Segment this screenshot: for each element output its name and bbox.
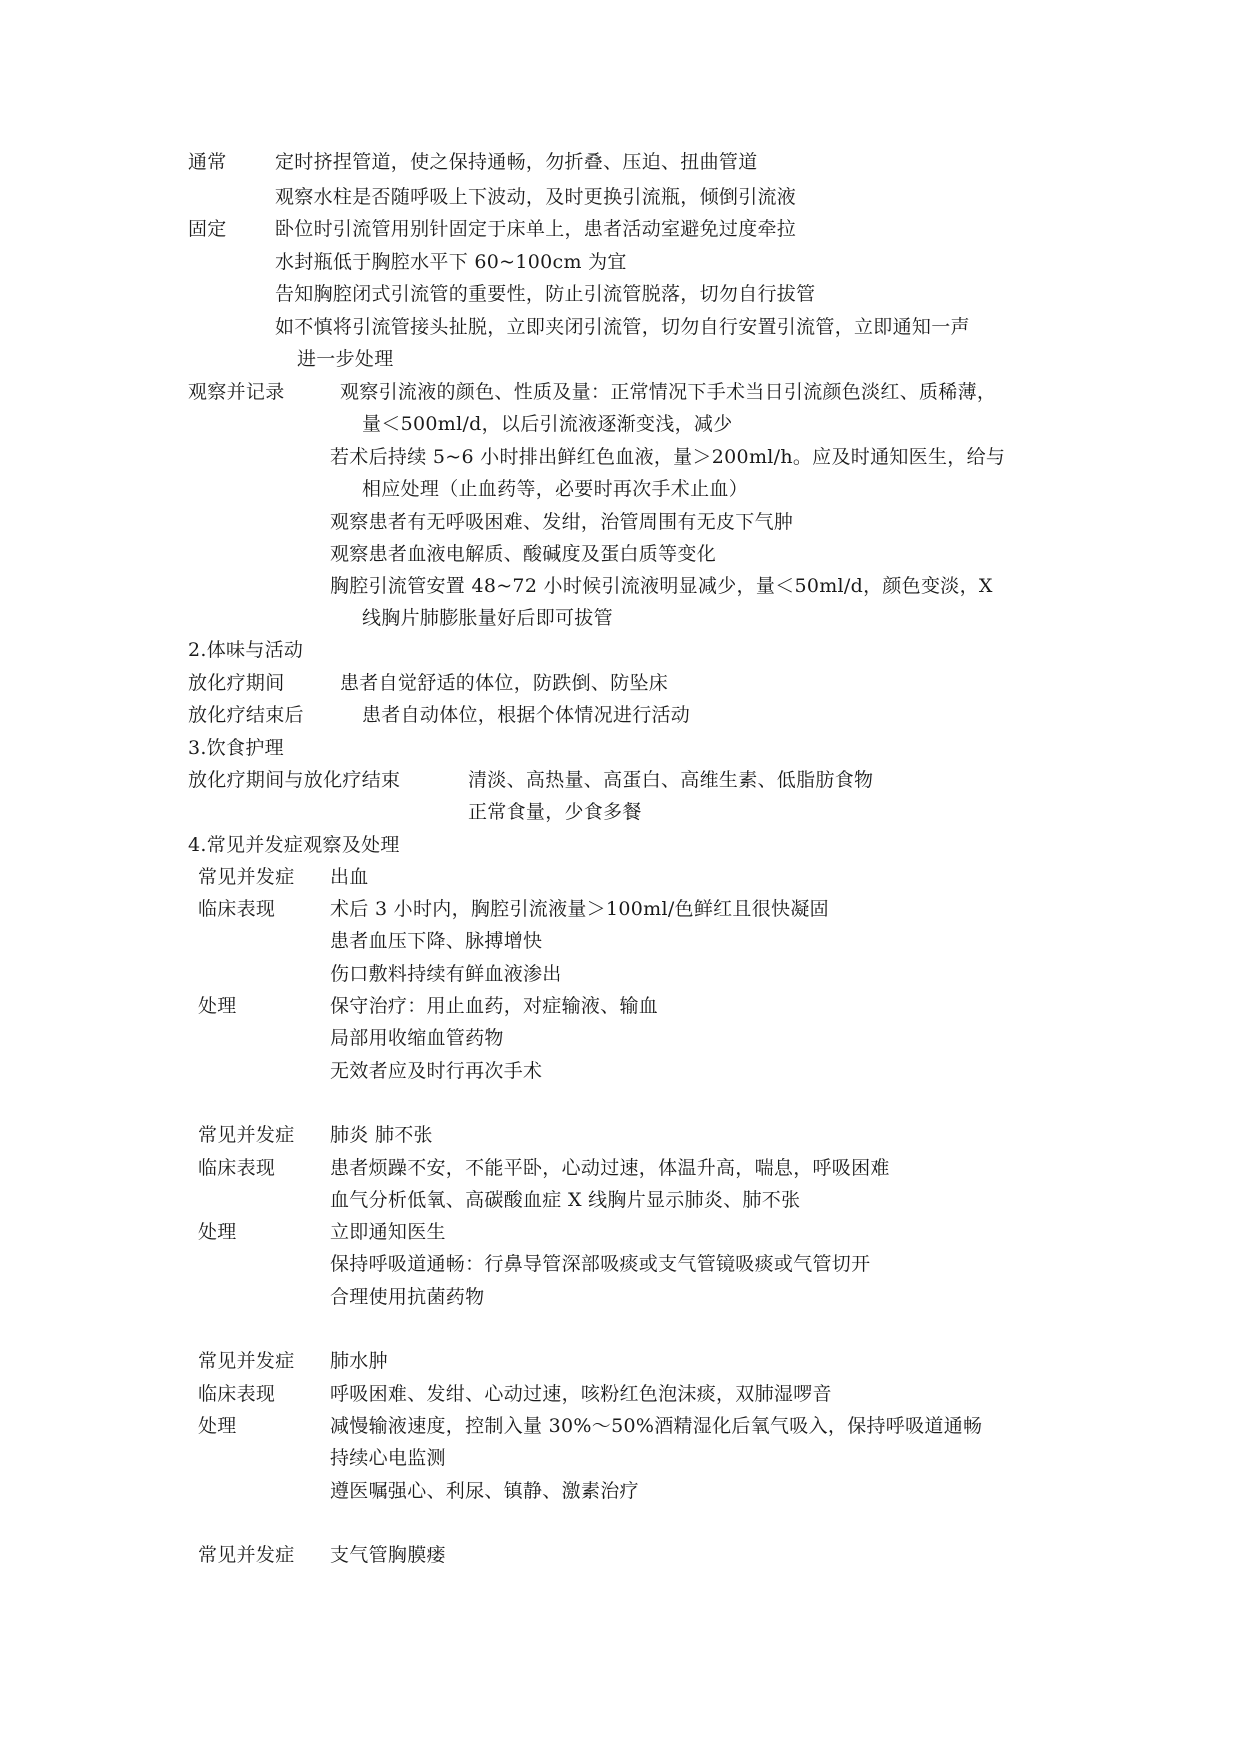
label-clinical: 临床表现 [198, 1383, 276, 1405]
drainage-line: 水封瓶低于胸腔水平下 60~100cm 为宜 [275, 251, 627, 273]
label-complication: 常见并发症 [198, 866, 295, 888]
drainage-line: 告知胸腔闭式引流管的重要性，防止引流管脱落，切勿自行拔管 [275, 283, 816, 305]
observe-line: 线胸片肺膨胀量好后即可拔管 [362, 607, 613, 629]
treatment-line: 减慢输液速度，控制入量 30%～50%酒精湿化后氧气吸入，保持呼吸道通畅 [330, 1415, 983, 1437]
label-clinical: 临床表现 [198, 898, 276, 920]
observe-line: 胸腔引流管安置 48~72 小时候引流液明显减少，量＜50ml/d，颜色变淡，X [330, 575, 993, 597]
complication-name: 肺水肿 [330, 1350, 388, 1372]
drainage-line: 进一步处理 [297, 348, 394, 370]
activity-text: 患者自觉舒适的体位，防跌倒、防坠床 [340, 672, 669, 694]
drainage-line: 如不慎将引流管接头扯脱，立即夹闭引流管，切勿自行安置引流管，立即通知一声 [275, 316, 970, 338]
treatment-line: 保持呼吸道通畅：行鼻导管深部吸痰或支气管镜吸痰或气管切开 [330, 1253, 871, 1275]
complication-name: 肺炎 肺不张 [330, 1124, 433, 1146]
label-activity-period: 放化疗期间 [188, 672, 285, 694]
label-diet: 放化疗期间与放化疗结束 [188, 769, 401, 791]
treatment-line: 局部用收缩血管药物 [330, 1027, 504, 1049]
observe-line: 若术后持续 5~6 小时排出鲜红色血液，量＞200ml/h。应及时通知医生，给与 [330, 446, 1006, 468]
clinical-line: 术后 3 小时内，胸腔引流液量＞100ml/色鲜红且很快凝固 [330, 898, 829, 920]
treatment-line: 遵医嘱强心、利尿、镇静、激素治疗 [330, 1480, 639, 1502]
complication-name: 支气管胸膜瘘 [330, 1544, 446, 1566]
observe-line: 相应处理（止血药等，必要时再次手术止血） [362, 478, 749, 500]
drainage-line: 观察水柱是否随呼吸上下波动，及时更换引流瓶，倾倒引流液 [275, 186, 797, 208]
clinical-line: 血气分析低氧、高碳酸血症 X 线胸片显示肺炎、肺不张 [330, 1189, 801, 1211]
label-guding: 固定 [188, 218, 227, 240]
label-complication: 常见并发症 [198, 1544, 295, 1566]
treatment-line: 无效者应及时行再次手术 [330, 1060, 543, 1082]
treatment-line: 合理使用抗菌药物 [330, 1286, 485, 1308]
label-treatment: 处理 [198, 1221, 237, 1243]
label-treatment: 处理 [198, 995, 237, 1017]
section-heading-activity: 2.体味与活动 [188, 639, 304, 661]
clinical-line: 患者血压下降、脉搏增快 [330, 930, 543, 952]
diet-line: 清淡、高热量、高蛋白、高维生素、低脂肪食物 [468, 769, 874, 791]
drainage-line: 卧位时引流管用别针固定于床单上，患者活动室避免过度牵拉 [275, 218, 797, 240]
label-activity-after: 放化疗结束后 [188, 704, 304, 726]
treatment-line: 持续心电监测 [330, 1447, 446, 1469]
label-observe: 观察并记录 [188, 381, 285, 403]
section-heading-diet: 3.饮食护理 [188, 737, 284, 759]
section-heading-complications: 4.常见并发症观察及处理 [188, 834, 400, 856]
observe-line: 观察患者血液电解质、酸碱度及蛋白质等变化 [330, 543, 717, 565]
label-tongchang: 通常 [188, 151, 227, 173]
label-treatment: 处理 [198, 1415, 237, 1437]
treatment-line: 立即通知医生 [330, 1221, 446, 1243]
treatment-line: 保守治疗：用止血药，对症输液、输血 [330, 995, 659, 1017]
observe-line: 观察引流液的颜色、性质及量：正常情况下手术当日引流颜色淡红、质稀薄， [340, 381, 997, 403]
complication-name: 出血 [330, 866, 369, 888]
activity-text: 患者自动体位，根据个体情况进行活动 [362, 704, 691, 726]
observe-line: 观察患者有无呼吸困难、发绀，治管周围有无皮下气肿 [330, 511, 794, 533]
label-complication: 常见并发症 [198, 1350, 295, 1372]
diet-line: 正常食量，少食多餐 [468, 801, 642, 823]
label-complication: 常见并发症 [198, 1124, 295, 1146]
observe-line: 量＜500ml/d，以后引流液逐渐变浅，减少 [362, 413, 733, 435]
drainage-line: 定时挤捏管道，使之保持通畅，勿折叠、压迫、扭曲管道 [275, 151, 758, 173]
clinical-line: 伤口敷料持续有鲜血液渗出 [330, 963, 562, 985]
clinical-line: 呼吸困难、发绀、心动过速，咳粉红色泡沫痰，双肺湿啰音 [330, 1383, 832, 1405]
label-clinical: 临床表现 [198, 1157, 276, 1179]
clinical-line: 患者烦躁不安，不能平卧，心动过速，体温升高，喘息，呼吸困难 [330, 1157, 890, 1179]
